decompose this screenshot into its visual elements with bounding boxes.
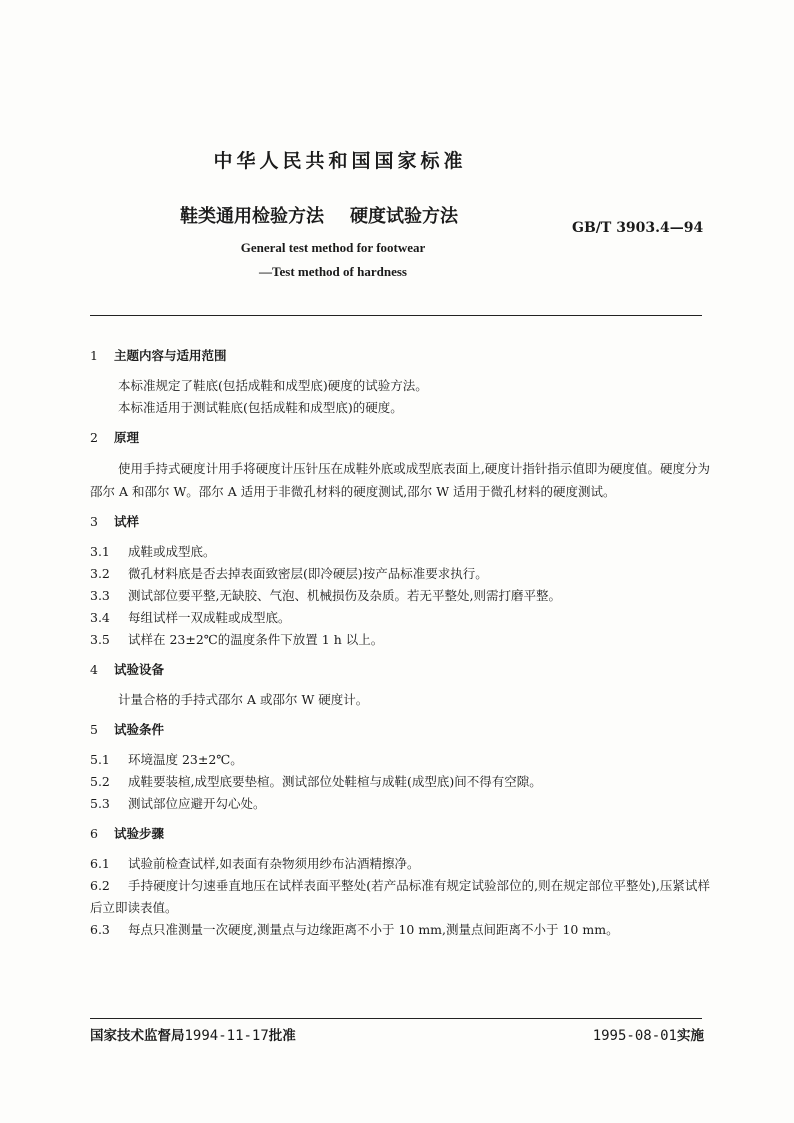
standard-title-part1: 鞋类通用检验方法: [180, 206, 324, 227]
list-item: 3.4 每组试样一双成鞋或成型底。: [90, 610, 291, 625]
approval-label: 批准: [268, 1028, 296, 1044]
english-title-line2: —Test method of hardness: [259, 264, 407, 279]
list-item: 5.1 环境温度 23±2℃。: [90, 752, 243, 767]
section-heading: 4 试验设备: [90, 662, 165, 677]
effective-date: 1995-08-01: [592, 1028, 677, 1044]
list-item: 6.2 手持硬度计匀速垂直地压在试样表面平整处(若产品标准有规定试验部位的,则在规定部位平整处),压紧试样后立即读表值。: [90, 878, 710, 915]
document-body: [90, 345, 710, 941]
list-item: 3.2 微孔材料底是否去掉表面致密层(即冷硬层)按产品标准要求执行。: [90, 566, 488, 581]
section-heading: 6 试验步骤: [90, 826, 165, 841]
approval-info: [90, 1024, 296, 1044]
approver: 国家技术监督局: [90, 1028, 185, 1044]
paragraph: 使用手持式硬度计用手将硬度计压针压在成鞋外底或成型底表面上,硬度计指针指示值即为硬度值。硬度分为邵尔 A 和邵尔 W。邵尔 A 适用于非微孔材料的硬度测试,邵尔 W 适用于微孔材料的硬度测试。: [90, 461, 710, 499]
list-item: 6.3 每点只准测量一次硬度,测量点与边缘距离不小于 10 mm,测量点间距离不小于 10 mm。: [90, 922, 619, 937]
header-divider: [90, 315, 702, 316]
paragraph: 计量合格的手持式邵尔 A 或邵尔 W 硬度计。: [118, 692, 369, 707]
list-item: 6.1 试验前检查试样,如表面有杂物须用纱布沾酒精擦净。: [90, 856, 420, 871]
paragraph: 本标准规定了鞋底(包括成鞋和成型底)硬度的试验方法。: [118, 378, 428, 393]
section-heading: 1 主题内容与适用范围: [90, 348, 227, 363]
standard-title: [180, 202, 458, 228]
standard-title-part2: 硬度试验方法: [350, 206, 458, 227]
english-title-line1: General test method for footwear: [240, 240, 426, 255]
effective-label: 实施: [677, 1028, 704, 1044]
national-standard-title: 中华人民共和国国家标准: [213, 150, 467, 172]
list-item: 5.2 成鞋要装楦,成型底要垫楦。测试部位处鞋楦与成鞋(成型底)间不得有空隙。: [90, 774, 542, 789]
footer-divider: [90, 1018, 702, 1019]
standard-code: GB/T 3903.4—94: [572, 220, 704, 236]
list-item: 3.5 试样在 23±2℃的温度条件下放置 1 h 以上。: [90, 632, 384, 647]
list-item: 3.1 成鞋或成型底。: [90, 544, 216, 559]
paragraph: 本标准适用于测试鞋底(包括成鞋和成型底)的硬度。: [118, 400, 403, 415]
section-heading: 5 试验条件: [90, 722, 165, 737]
list-item: 3.3 测试部位要平整,无缺胶、气泡、机械损伤及杂质。若无平整处,则需打磨平整。: [90, 588, 561, 603]
effective-info: [593, 1024, 704, 1044]
approval-date: 1994-11-17: [184, 1028, 269, 1044]
list-item: 5.3 测试部位应避开勾心处。: [90, 796, 266, 811]
section-heading: 2 原理: [90, 430, 140, 445]
section-heading: 3 试样: [90, 514, 140, 529]
